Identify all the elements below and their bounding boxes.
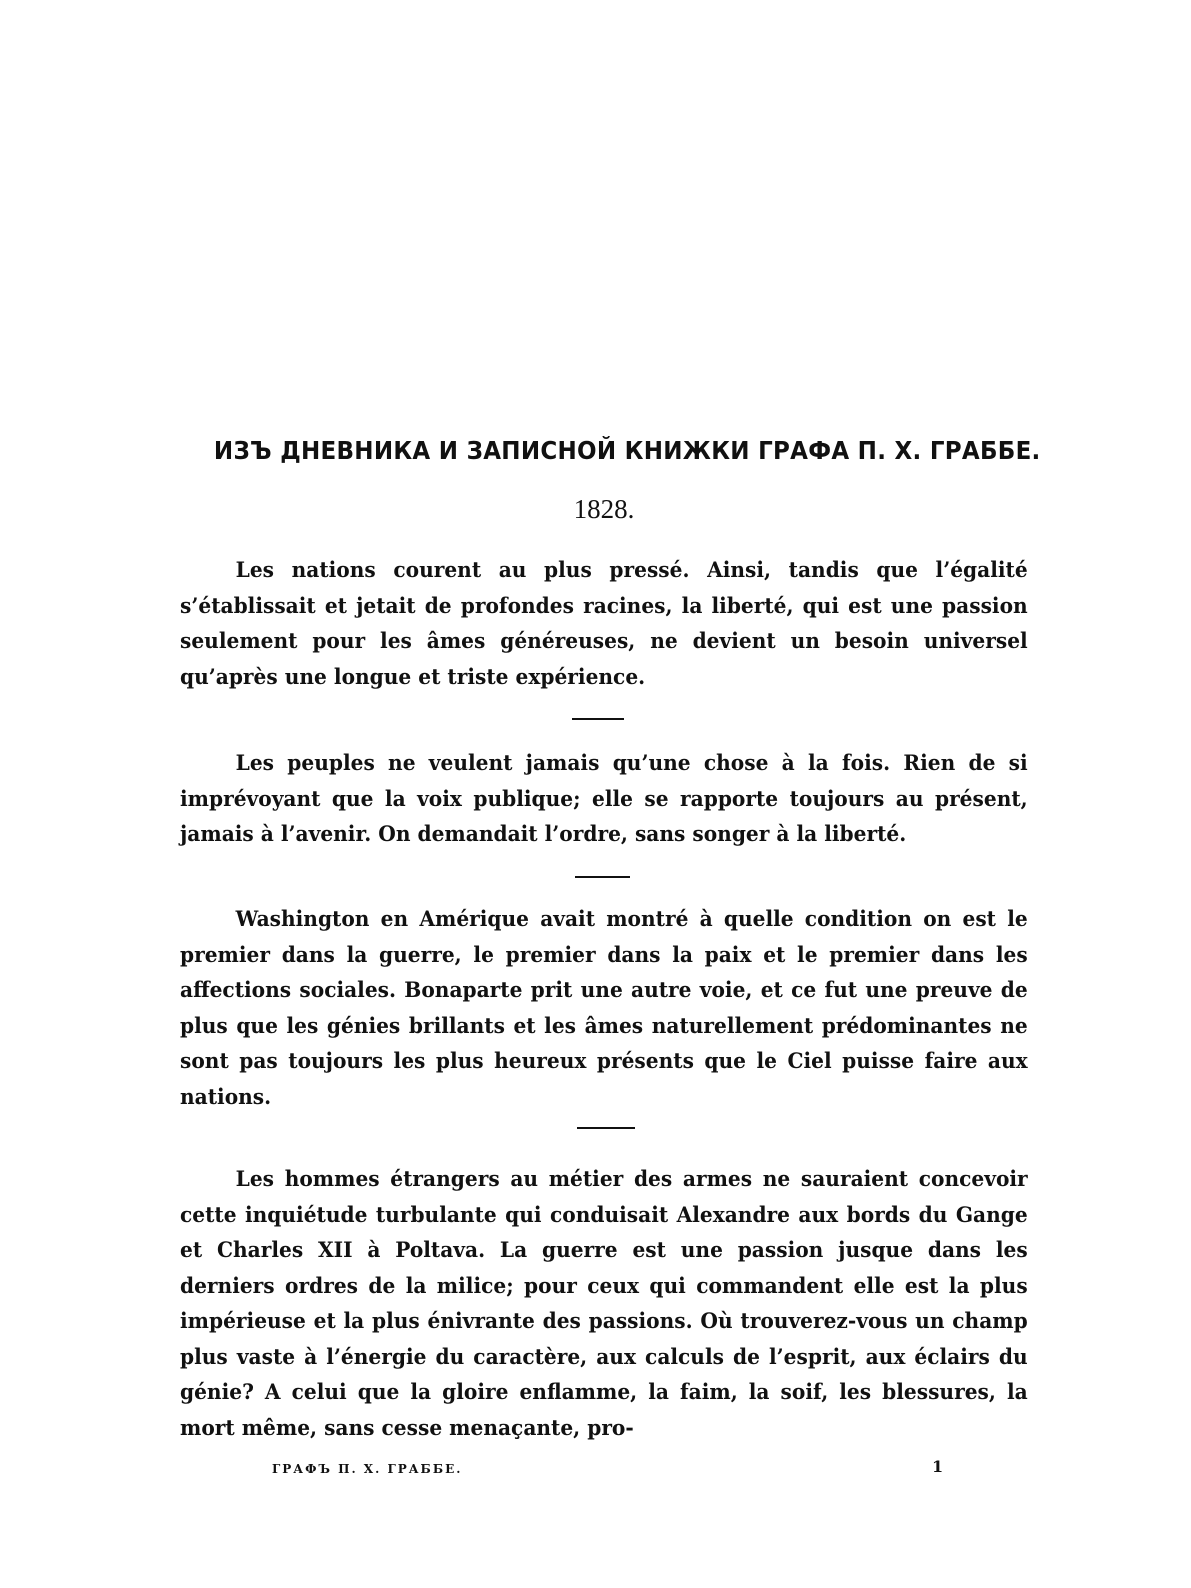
section-divider-1 bbox=[572, 718, 624, 720]
section-divider-2 bbox=[575, 876, 630, 878]
section-divider-3 bbox=[577, 1127, 635, 1129]
year-heading: 1828. bbox=[573, 494, 635, 524]
paragraph-4: Les hommes étrangers au métier des armes ne sauraient concevoir cette inquiétude turbulante qui conduisait Alexandre aux bords du Gange et Charles XII à Poltava. La guerre est une passion jusque dans les derniers ordres de la milice; pour ceux qui commandent elle est la plus impérieuse et la plus énivrante des passions. Où trouverez-vous un champ plus vaste à l’énergie du caractère, aux calculs de l’esprit, aux éclairs du génie? A celui que la gloire enflamme, la faim, la soif, les blessures, la mort même, sans cesse menaçante, pro- bbox=[180, 1166, 1028, 1440]
footer-signature: ГРАФЪ П. Х. ГРАББЕ. bbox=[272, 1462, 463, 1476]
paragraph-3: Washington en Amérique avait montré à quelle condition on est le premier dans la guerre, le premier dans la paix et le premier dans les affections sociales. Bonaparte prit une autre voie, et ce fut une preuve de plus que les génies brillants et les âmes naturellement prédominantes ne sont pas toujours les plus heureux présents que le Ciel puisse faire aux nations. bbox=[180, 906, 1028, 1109]
paragraph-1: Les nations courent au plus pressé. Ainsi, tandis que l’égalité s’établissait et jetait de profondes racines, la liberté, qui est une passion seulement pour les âmes généreuses, ne devient un besoin universel qu’après une longue et triste expérience. bbox=[180, 557, 1028, 689]
page-title: ИЗЪ ДНЕВНИКА И ЗАПИСНОЙ КНИЖКИ ГРАФА П. Х. ГРАББЕ. bbox=[213, 436, 1041, 465]
sheet-number: 1 bbox=[932, 1457, 944, 1476]
paragraph-2: Les peuples ne veulent jamais qu’une chose à la fois. Rien de si imprévoyant que la voix publique; elle se rapporte toujours au présent, jamais à l’avenir. On demandait l’ordre, sans songer à la liberté. bbox=[180, 750, 1028, 846]
